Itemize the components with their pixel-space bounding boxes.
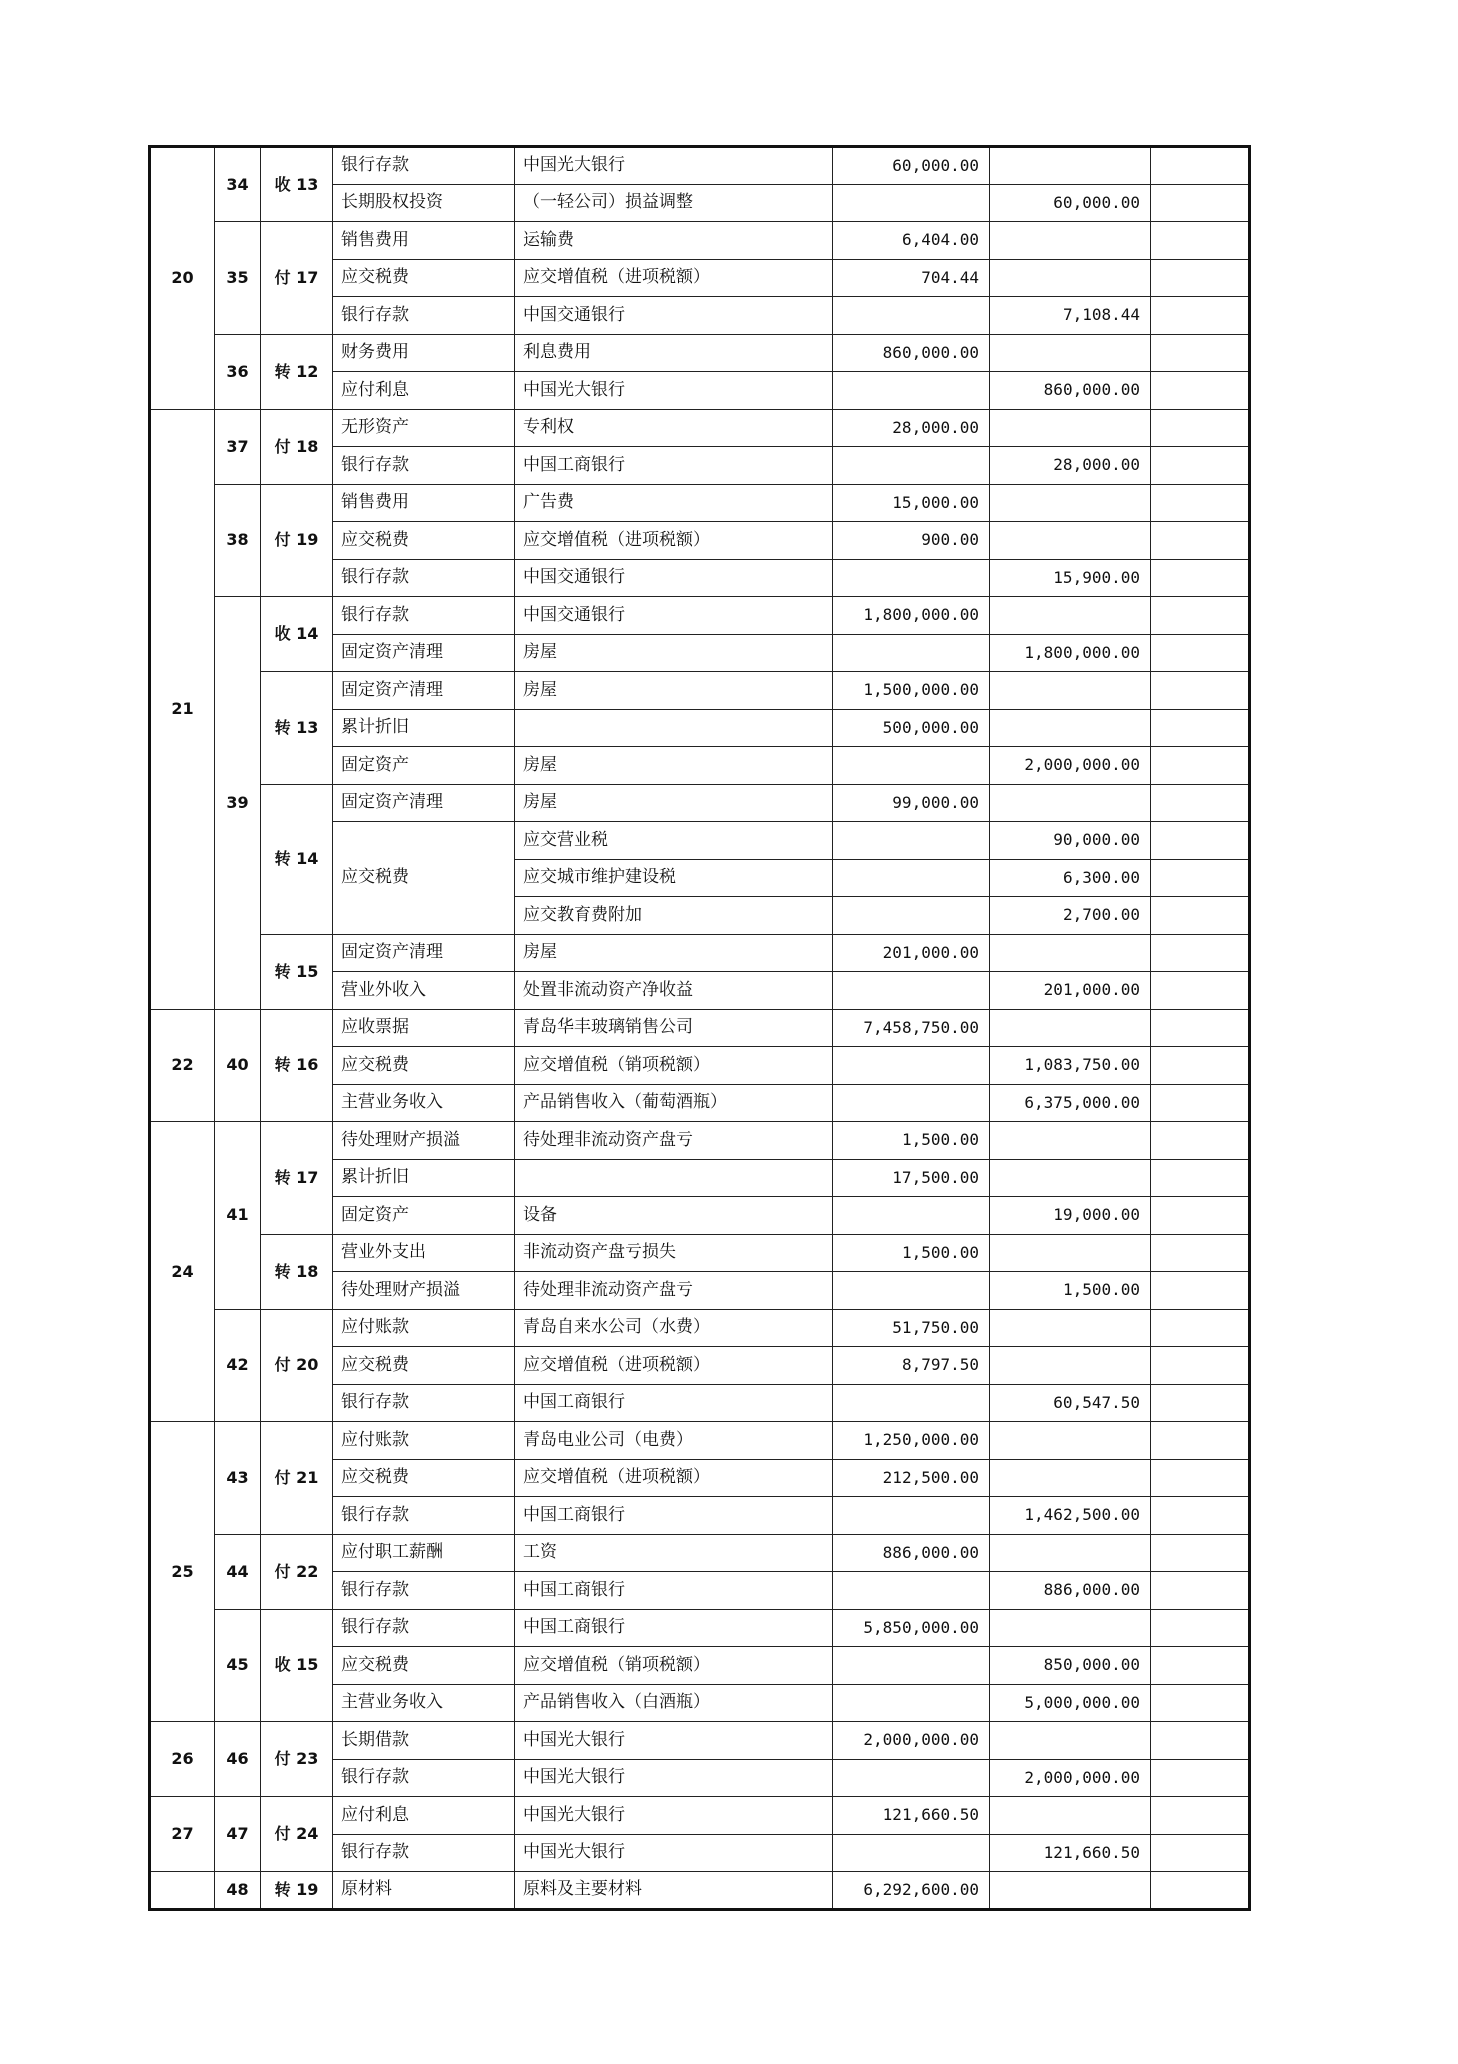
entry-number-cell: 37 [215, 409, 261, 484]
credit-amount-cell: 121,660.50 [990, 1834, 1151, 1872]
subaccount-cell: 非流动资产盘亏损失 [515, 1234, 833, 1272]
credit-amount-cell [990, 1159, 1151, 1197]
voucher-code-cell: 转 16 [261, 1009, 333, 1122]
subaccount-cell: 房屋 [515, 934, 833, 972]
credit-amount-cell: 1,500.00 [990, 1272, 1151, 1310]
voucher-code-cell: 付 23 [261, 1722, 333, 1797]
subaccount-cell: 设备 [515, 1197, 833, 1235]
debit-amount-cell [833, 1084, 990, 1122]
date-day-cell [150, 1872, 215, 1910]
voucher-code-cell: 转 18 [261, 1234, 333, 1309]
remark-cell [1151, 522, 1250, 560]
subaccount-cell: 房屋 [515, 747, 833, 785]
account-cell: 主营业务收入 [333, 1684, 515, 1722]
voucher-code-cell: 付 24 [261, 1797, 333, 1872]
debit-amount-cell: 28,000.00 [833, 409, 990, 447]
credit-amount-cell [990, 222, 1151, 260]
date-day-cell: 24 [150, 1122, 215, 1422]
account-cell: 固定资产 [333, 1197, 515, 1235]
account-cell: 销售费用 [333, 222, 515, 260]
debit-amount-cell [833, 897, 990, 935]
remark-cell [1151, 334, 1250, 372]
credit-amount-cell [990, 1534, 1151, 1572]
remark-cell [1151, 447, 1250, 485]
entry-number-cell: 38 [215, 484, 261, 597]
remark-cell [1151, 1422, 1250, 1460]
account-cell: 银行存款 [333, 597, 515, 635]
account-cell: 长期借款 [333, 1722, 515, 1760]
debit-amount-cell [833, 1834, 990, 1872]
ledger-row [150, 597, 1250, 635]
subaccount-cell: 待处理非流动资产盘亏 [515, 1122, 833, 1160]
account-cell: 银行存款 [333, 1384, 515, 1422]
credit-amount-cell [990, 1797, 1151, 1835]
account-cell: 应付账款 [333, 1309, 515, 1347]
account-cell: 银行存款 [333, 1834, 515, 1872]
account-cell: 银行存款 [333, 1609, 515, 1647]
subaccount-cell: 中国工商银行 [515, 1384, 833, 1422]
credit-amount-cell: 60,000.00 [990, 184, 1151, 222]
voucher-code-cell: 转 17 [261, 1122, 333, 1235]
debit-amount-cell: 121,660.50 [833, 1797, 990, 1835]
ledger-row [150, 484, 1250, 522]
account-cell: 待处理财产损溢 [333, 1122, 515, 1160]
credit-amount-cell [990, 934, 1151, 972]
credit-amount-cell [990, 1234, 1151, 1272]
subaccount-cell [515, 709, 833, 747]
entry-number-cell: 40 [215, 1009, 261, 1122]
ledger-row [150, 147, 1250, 185]
debit-amount-cell: 500,000.00 [833, 709, 990, 747]
voucher-code-cell: 付 19 [261, 484, 333, 597]
remark-cell [1151, 1234, 1250, 1272]
account-cell: 银行存款 [333, 559, 515, 597]
account-cell: 固定资产清理 [333, 634, 515, 672]
ledger-row [150, 672, 1250, 710]
debit-amount-cell [833, 822, 990, 860]
voucher-code-cell: 付 18 [261, 409, 333, 484]
subaccount-cell: 中国工商银行 [515, 447, 833, 485]
ledger-row [150, 222, 1250, 260]
subaccount-cell: 房屋 [515, 784, 833, 822]
remark-cell [1151, 672, 1250, 710]
remark-cell [1151, 222, 1250, 260]
voucher-code-cell: 转 14 [261, 784, 333, 934]
credit-amount-cell [990, 1872, 1151, 1910]
debit-amount-cell: 1,500.00 [833, 1234, 990, 1272]
account-cell: 银行存款 [333, 447, 515, 485]
remark-cell [1151, 1197, 1250, 1235]
ledger-row [150, 1009, 1250, 1047]
debit-amount-cell: 900.00 [833, 522, 990, 560]
subaccount-cell: 中国工商银行 [515, 1609, 833, 1647]
ledger-row [150, 1609, 1250, 1647]
remark-cell [1151, 897, 1250, 935]
debit-amount-cell [833, 747, 990, 785]
credit-amount-cell [990, 259, 1151, 297]
entry-number-cell: 34 [215, 147, 261, 222]
date-day-cell: 25 [150, 1422, 215, 1722]
credit-amount-cell: 860,000.00 [990, 372, 1151, 410]
ledger-row [150, 1122, 1250, 1160]
credit-amount-cell [990, 484, 1151, 522]
subaccount-cell [515, 1159, 833, 1197]
entry-number-cell: 48 [215, 1872, 261, 1910]
remark-cell [1151, 597, 1250, 635]
account-cell: 销售费用 [333, 484, 515, 522]
debit-amount-cell: 6,292,600.00 [833, 1872, 990, 1910]
voucher-code-cell: 转 13 [261, 672, 333, 785]
account-cell: 应交税费 [333, 822, 515, 935]
credit-amount-cell: 28,000.00 [990, 447, 1151, 485]
debit-amount-cell [833, 859, 990, 897]
subaccount-cell: 工资 [515, 1534, 833, 1572]
credit-amount-cell: 60,547.50 [990, 1384, 1151, 1422]
account-cell: 应付职工薪酬 [333, 1534, 515, 1572]
account-cell: 营业外支出 [333, 1234, 515, 1272]
entry-number-cell: 46 [215, 1722, 261, 1797]
voucher-code-cell: 付 22 [261, 1534, 333, 1609]
remark-cell [1151, 409, 1250, 447]
remark-cell [1151, 1384, 1250, 1422]
subaccount-cell: 青岛自来水公司（水费） [515, 1309, 833, 1347]
remark-cell [1151, 1534, 1250, 1572]
remark-cell [1151, 1872, 1250, 1910]
subaccount-cell: 中国光大银行 [515, 1759, 833, 1797]
subaccount-cell: 运输费 [515, 222, 833, 260]
remark-cell [1151, 1497, 1250, 1535]
account-cell: 累计折旧 [333, 1159, 515, 1197]
debit-amount-cell: 8,797.50 [833, 1347, 990, 1385]
voucher-code-cell: 转 12 [261, 334, 333, 409]
date-day-cell: 22 [150, 1009, 215, 1122]
subaccount-cell: 广告费 [515, 484, 833, 522]
remark-cell [1151, 1347, 1250, 1385]
remark-cell [1151, 1759, 1250, 1797]
remark-cell [1151, 1647, 1250, 1685]
subaccount-cell: 处置非流动资产净收益 [515, 972, 833, 1010]
account-cell: 固定资产 [333, 747, 515, 785]
debit-amount-cell [833, 1384, 990, 1422]
subaccount-cell: 产品销售收入（葡萄酒瓶） [515, 1084, 833, 1122]
account-cell: 银行存款 [333, 1497, 515, 1535]
account-cell: 累计折旧 [333, 709, 515, 747]
date-day-cell: 20 [150, 147, 215, 410]
debit-amount-cell [833, 372, 990, 410]
subaccount-cell: 中国工商银行 [515, 1497, 833, 1535]
account-cell: 应付利息 [333, 372, 515, 410]
debit-amount-cell [833, 1684, 990, 1722]
ledger-row [150, 334, 1250, 372]
debit-amount-cell: 99,000.00 [833, 784, 990, 822]
credit-amount-cell [990, 597, 1151, 635]
account-cell: 应交税费 [333, 522, 515, 560]
remark-cell [1151, 1684, 1250, 1722]
date-day-cell: 26 [150, 1722, 215, 1797]
debit-amount-cell: 17,500.00 [833, 1159, 990, 1197]
voucher-code-cell: 转 19 [261, 1872, 333, 1910]
debit-amount-cell [833, 559, 990, 597]
remark-cell [1151, 1047, 1250, 1085]
subaccount-cell: 中国交通银行 [515, 559, 833, 597]
ledger-row [150, 1722, 1250, 1760]
account-cell: 原材料 [333, 1872, 515, 1910]
subaccount-cell: 产品销售收入（白酒瓶） [515, 1684, 833, 1722]
debit-amount-cell [833, 634, 990, 672]
account-cell: 无形资产 [333, 409, 515, 447]
credit-amount-cell [990, 709, 1151, 747]
debit-amount-cell [833, 297, 990, 335]
credit-amount-cell [990, 522, 1151, 560]
debit-amount-cell [833, 1647, 990, 1685]
credit-amount-cell [990, 334, 1151, 372]
remark-cell [1151, 1309, 1250, 1347]
debit-amount-cell [833, 1759, 990, 1797]
debit-amount-cell: 5,850,000.00 [833, 1609, 990, 1647]
remark-cell [1151, 1572, 1250, 1610]
remark-cell [1151, 1159, 1250, 1197]
subaccount-cell: 中国光大银行 [515, 147, 833, 185]
ledger-row [150, 934, 1250, 972]
credit-amount-cell: 2,000,000.00 [990, 1759, 1151, 1797]
credit-amount-cell: 850,000.00 [990, 1647, 1151, 1685]
ledger-row [150, 1797, 1250, 1835]
credit-amount-cell: 15,900.00 [990, 559, 1151, 597]
subaccount-cell: 应交城市维护建设税 [515, 859, 833, 897]
ledger-row [150, 784, 1250, 822]
subaccount-cell: 应交增值税（进项税额） [515, 259, 833, 297]
account-cell: 应付利息 [333, 1797, 515, 1835]
account-cell: 应交税费 [333, 1047, 515, 1085]
account-cell: 应收票据 [333, 1009, 515, 1047]
date-day-cell: 27 [150, 1797, 215, 1872]
voucher-code-cell: 付 20 [261, 1309, 333, 1422]
subaccount-cell: 应交增值税（进项税额） [515, 1459, 833, 1497]
remark-cell [1151, 859, 1250, 897]
ledger-row [150, 1234, 1250, 1272]
remark-cell [1151, 934, 1250, 972]
credit-amount-cell: 1,800,000.00 [990, 634, 1151, 672]
subaccount-cell: 中国光大银行 [515, 1834, 833, 1872]
entry-number-cell: 35 [215, 222, 261, 335]
subaccount-cell: 原料及主要材料 [515, 1872, 833, 1910]
account-cell: 银行存款 [333, 297, 515, 335]
subaccount-cell: 中国光大银行 [515, 1722, 833, 1760]
subaccount-cell: 应交增值税（进项税额） [515, 1347, 833, 1385]
debit-amount-cell [833, 1272, 990, 1310]
subaccount-cell: 中国交通银行 [515, 597, 833, 635]
debit-amount-cell: 1,800,000.00 [833, 597, 990, 635]
voucher-code-cell: 付 21 [261, 1422, 333, 1535]
credit-amount-cell: 886,000.00 [990, 1572, 1151, 1610]
account-cell: 银行存款 [333, 1759, 515, 1797]
entry-number-cell: 45 [215, 1609, 261, 1722]
subaccount-cell: 应交教育费附加 [515, 897, 833, 935]
credit-amount-cell [990, 1347, 1151, 1385]
remark-cell [1151, 372, 1250, 410]
entry-number-cell: 44 [215, 1534, 261, 1609]
remark-cell [1151, 1009, 1250, 1047]
date-day-cell: 21 [150, 409, 215, 1009]
remark-cell [1151, 1122, 1250, 1160]
subaccount-cell: 房屋 [515, 634, 833, 672]
debit-amount-cell: 1,500.00 [833, 1122, 990, 1160]
credit-amount-cell [990, 1122, 1151, 1160]
ledger-row [150, 409, 1250, 447]
credit-amount-cell [990, 1422, 1151, 1460]
remark-cell [1151, 1834, 1250, 1872]
remark-cell [1151, 1722, 1250, 1760]
subaccount-cell: 青岛电业公司（电费） [515, 1422, 833, 1460]
debit-amount-cell: 60,000.00 [833, 147, 990, 185]
remark-cell [1151, 1797, 1250, 1835]
debit-amount-cell [833, 1047, 990, 1085]
subaccount-cell: 中国工商银行 [515, 1572, 833, 1610]
ledger-row [150, 1534, 1250, 1572]
account-cell: 主营业务收入 [333, 1084, 515, 1122]
subaccount-cell: （一轻公司）损益调整 [515, 184, 833, 222]
debit-amount-cell: 201,000.00 [833, 934, 990, 972]
debit-amount-cell: 704.44 [833, 259, 990, 297]
credit-amount-cell [990, 1309, 1151, 1347]
entry-number-cell: 39 [215, 597, 261, 1010]
voucher-code-cell: 付 17 [261, 222, 333, 335]
subaccount-cell: 房屋 [515, 672, 833, 710]
debit-amount-cell [833, 447, 990, 485]
remark-cell [1151, 972, 1250, 1010]
subaccount-cell: 中国交通银行 [515, 297, 833, 335]
voucher-code-cell: 收 13 [261, 147, 333, 222]
ledger-row [150, 1309, 1250, 1347]
account-cell: 营业外收入 [333, 972, 515, 1010]
debit-amount-cell [833, 184, 990, 222]
credit-amount-cell: 19,000.00 [990, 1197, 1151, 1235]
remark-cell [1151, 784, 1250, 822]
ledger-body [150, 147, 1250, 1910]
entry-number-cell: 42 [215, 1309, 261, 1422]
subaccount-cell: 待处理非流动资产盘亏 [515, 1272, 833, 1310]
credit-amount-cell [990, 1009, 1151, 1047]
subaccount-cell: 应交增值税（销项税额） [515, 1047, 833, 1085]
account-cell: 银行存款 [333, 1572, 515, 1610]
account-cell: 应交税费 [333, 1347, 515, 1385]
debit-amount-cell: 51,750.00 [833, 1309, 990, 1347]
credit-amount-cell: 2,000,000.00 [990, 747, 1151, 785]
account-cell: 长期股权投资 [333, 184, 515, 222]
ledger-row [150, 1872, 1250, 1910]
credit-amount-cell: 90,000.00 [990, 822, 1151, 860]
credit-amount-cell: 7,108.44 [990, 297, 1151, 335]
account-cell: 固定资产清理 [333, 934, 515, 972]
subaccount-cell: 专利权 [515, 409, 833, 447]
debit-amount-cell: 15,000.00 [833, 484, 990, 522]
voucher-code-cell: 收 14 [261, 597, 333, 672]
subaccount-cell: 应交增值税（进项税额） [515, 522, 833, 560]
debit-amount-cell [833, 1572, 990, 1610]
subaccount-cell: 中国光大银行 [515, 372, 833, 410]
credit-amount-cell: 201,000.00 [990, 972, 1151, 1010]
credit-amount-cell [990, 1722, 1151, 1760]
debit-amount-cell: 1,500,000.00 [833, 672, 990, 710]
debit-amount-cell: 2,000,000.00 [833, 1722, 990, 1760]
debit-amount-cell: 7,458,750.00 [833, 1009, 990, 1047]
remark-cell [1151, 709, 1250, 747]
debit-amount-cell [833, 1197, 990, 1235]
credit-amount-cell: 6,300.00 [990, 859, 1151, 897]
subaccount-cell: 利息费用 [515, 334, 833, 372]
remark-cell [1151, 1272, 1250, 1310]
remark-cell [1151, 484, 1250, 522]
account-cell: 固定资产清理 [333, 672, 515, 710]
subaccount-cell: 中国光大银行 [515, 1797, 833, 1835]
subaccount-cell: 应交增值税（销项税额） [515, 1647, 833, 1685]
credit-amount-cell: 1,083,750.00 [990, 1047, 1151, 1085]
account-cell: 固定资产清理 [333, 784, 515, 822]
entry-number-cell: 41 [215, 1122, 261, 1310]
debit-amount-cell: 6,404.00 [833, 222, 990, 260]
credit-amount-cell: 6,375,000.00 [990, 1084, 1151, 1122]
remark-cell [1151, 1459, 1250, 1497]
entry-number-cell: 36 [215, 334, 261, 409]
account-cell: 应付账款 [333, 1422, 515, 1460]
subaccount-cell: 应交营业税 [515, 822, 833, 860]
debit-amount-cell [833, 1497, 990, 1535]
credit-amount-cell [990, 409, 1151, 447]
remark-cell [1151, 559, 1250, 597]
credit-amount-cell [990, 784, 1151, 822]
remark-cell [1151, 259, 1250, 297]
account-cell: 待处理财产损溢 [333, 1272, 515, 1310]
remark-cell [1151, 297, 1250, 335]
remark-cell [1151, 184, 1250, 222]
remark-cell [1151, 634, 1250, 672]
entry-number-cell: 43 [215, 1422, 261, 1535]
credit-amount-cell: 5,000,000.00 [990, 1684, 1151, 1722]
remark-cell [1151, 1084, 1250, 1122]
credit-amount-cell [990, 1609, 1151, 1647]
debit-amount-cell: 212,500.00 [833, 1459, 990, 1497]
voucher-code-cell: 收 15 [261, 1609, 333, 1722]
remark-cell [1151, 822, 1250, 860]
credit-amount-cell [990, 147, 1151, 185]
remark-cell [1151, 147, 1250, 185]
credit-amount-cell [990, 672, 1151, 710]
account-cell: 财务费用 [333, 334, 515, 372]
debit-amount-cell: 886,000.00 [833, 1534, 990, 1572]
entry-number-cell: 47 [215, 1797, 261, 1872]
credit-amount-cell: 1,462,500.00 [990, 1497, 1151, 1535]
remark-cell [1151, 747, 1250, 785]
account-cell: 应交税费 [333, 259, 515, 297]
debit-amount-cell: 860,000.00 [833, 334, 990, 372]
journal-ledger-table [148, 145, 1251, 1911]
voucher-code-cell: 转 15 [261, 934, 333, 1009]
account-cell: 银行存款 [333, 147, 515, 185]
credit-amount-cell: 2,700.00 [990, 897, 1151, 935]
credit-amount-cell [990, 1459, 1151, 1497]
ledger-row [150, 1422, 1250, 1460]
debit-amount-cell [833, 972, 990, 1010]
debit-amount-cell: 1,250,000.00 [833, 1422, 990, 1460]
subaccount-cell: 青岛华丰玻璃销售公司 [515, 1009, 833, 1047]
account-cell: 应交税费 [333, 1647, 515, 1685]
remark-cell [1151, 1609, 1250, 1647]
account-cell: 应交税费 [333, 1459, 515, 1497]
